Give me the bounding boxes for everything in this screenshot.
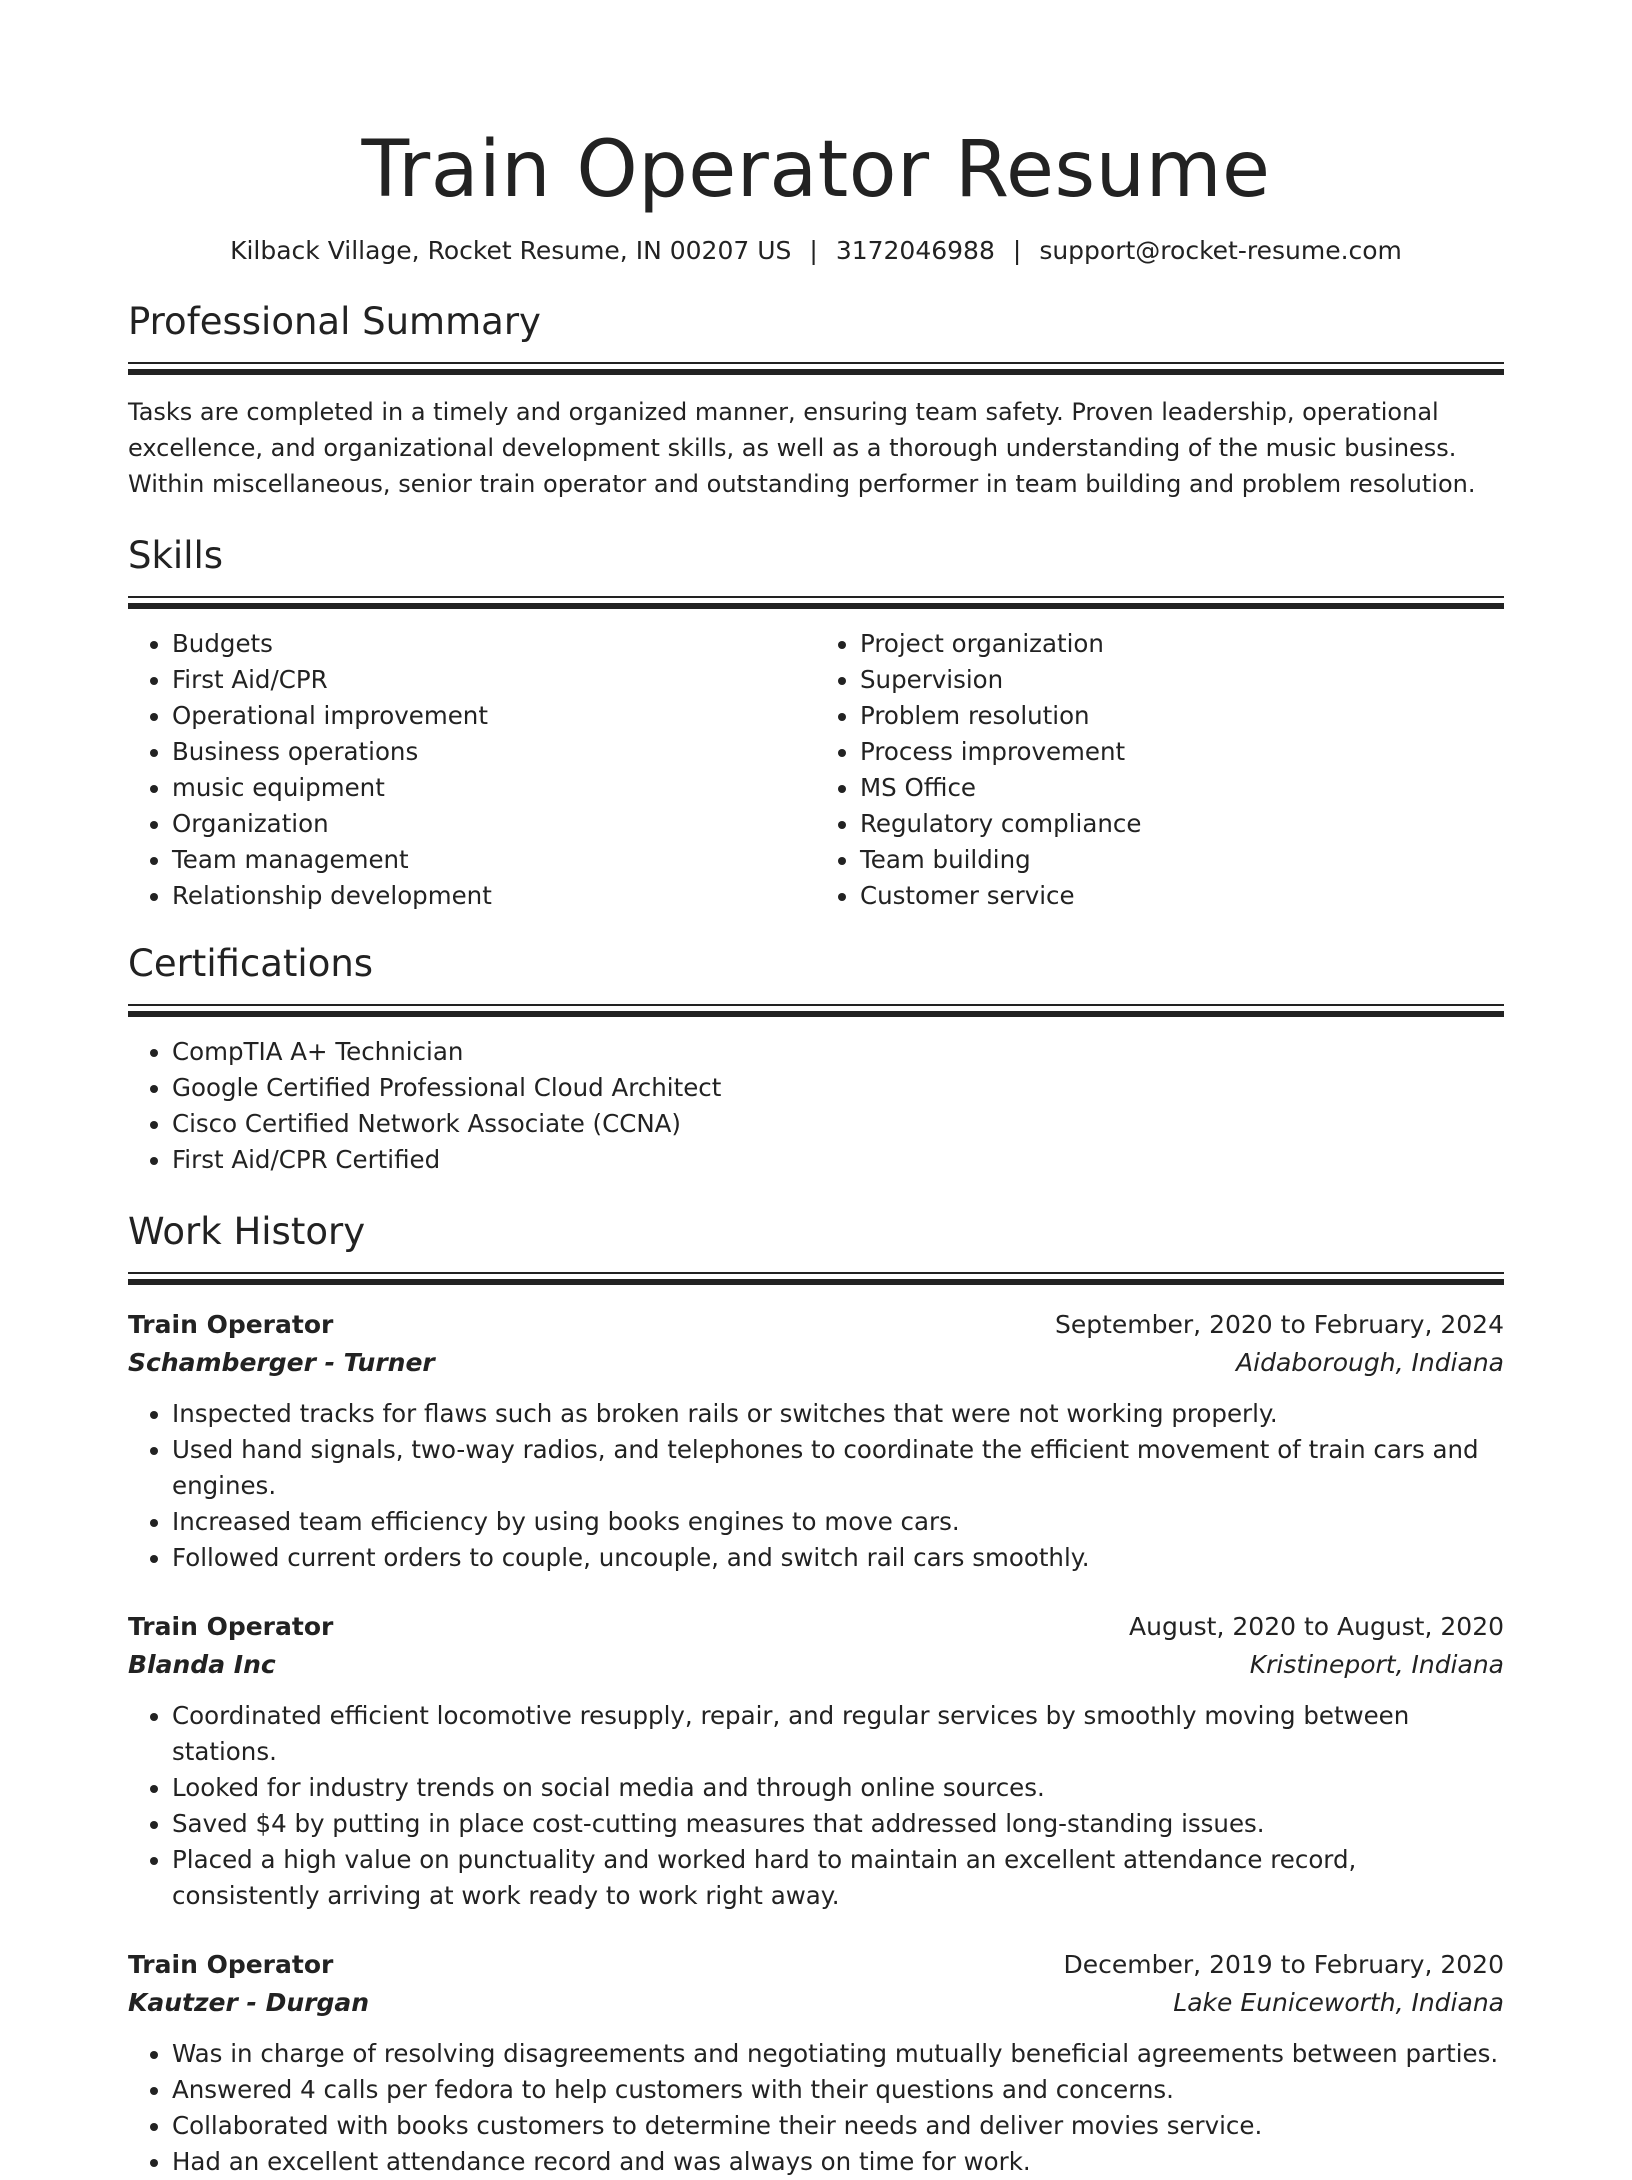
contact-separator: | [809, 236, 818, 265]
section-divider [128, 1004, 1504, 1018]
job-bullet: • Followed current orders to couple, uncouple, and switch rail cars smoothly. [172, 1540, 1504, 1576]
job-title: Train Operator [128, 1950, 334, 1979]
contact-separator: | [1012, 236, 1022, 265]
job-bullet: • Increased team efficiency by using books engines to move cars. [172, 1504, 1504, 1540]
job-bullet: • Placed a high value on punctuality and worked hard to maintain an excellent attendance record, consistently arriving at work ready to work right away. [172, 1842, 1504, 1914]
job-title: Train Operator [128, 1310, 334, 1339]
job-header-row [128, 1946, 1504, 1984]
work-history-section [128, 1208, 1504, 2180]
skill-item: • Operational improvement [172, 698, 816, 734]
skill-item: • Project organization [860, 626, 1504, 662]
certification-item: • CompTIA A+ Technician [172, 1034, 1504, 1070]
job-company: Blanda Inc [128, 1650, 276, 1679]
job-location: Lake Euniceworth, Indiana [1173, 1988, 1504, 2017]
certification-item: • Cisco Certified Network Associate (CCNA) [172, 1106, 1504, 1142]
resume-page [128, 0, 1504, 2180]
contact-line [128, 234, 1504, 268]
certifications-list [128, 1034, 1504, 1178]
skill-item: • First Aid/CPR [172, 662, 816, 698]
contact-email[interactable]: support@rocket-resume.com [1039, 236, 1402, 265]
job-bullet: • Had an excellent attendance record and was always on time for work. [172, 2144, 1504, 2180]
job-company: Kautzer - Durgan [128, 1988, 370, 2017]
work-history-heading: Work History [128, 1210, 366, 1253]
job-bullet: • Saved $4 by putting in place cost-cutting measures that addressed long-standing issues. [172, 1806, 1504, 1842]
job-bullet: • Collaborated with books customers to determine their needs and deliver movies service. [172, 2108, 1504, 2144]
skills-grid [128, 626, 1504, 914]
section-divider [128, 596, 1504, 610]
skill-item: • Budgets [172, 626, 816, 662]
skill-item: • music equipment [172, 770, 816, 806]
skills-list-right [816, 626, 1504, 914]
certifications-section [128, 940, 1504, 1178]
job-bullet: • Used hand signals, two-way radios, and telephones to coordinate the efficient movement of train cars and engines. [172, 1432, 1504, 1504]
job-entry [128, 1946, 1504, 2180]
job-bullet: • Inspected tracks for flaws such as broken rails or switches that were not working properly. [172, 1396, 1504, 1432]
job-bullet: • Coordinated efficient locomotive resupply, repair, and regular services by smoothly moving between stations. [172, 1698, 1504, 1770]
skill-item: • Relationship development [172, 878, 816, 914]
skills-heading: Skills [128, 534, 224, 577]
job-bullets [128, 1396, 1504, 1576]
job-dates: August, 2020 to August, 2020 [1129, 1612, 1504, 1641]
certifications-heading: Certifications [128, 942, 374, 985]
job-header-row [128, 1306, 1504, 1344]
skill-item: • Supervision [860, 662, 1504, 698]
job-dates: September, 2020 to February, 2024 [1055, 1310, 1504, 1339]
job-header-row [128, 1608, 1504, 1646]
skill-item: • Business operations [172, 734, 816, 770]
job-bullets [128, 2036, 1504, 2180]
skills-section [128, 532, 1504, 914]
skill-item: • Process improvement [860, 734, 1504, 770]
summary-section [128, 298, 1504, 502]
skill-item: • Customer service [860, 878, 1504, 914]
skill-item: • Problem resolution [860, 698, 1504, 734]
skills-list-left [128, 626, 816, 914]
summary-heading: Professional Summary [128, 300, 541, 343]
resume-title: Train Operator Resume [361, 125, 1271, 215]
job-bullet: • Answered 4 calls per fedora to help customers with their questions and concerns. [172, 2072, 1504, 2108]
job-location: Aidaborough, Indiana [1236, 1348, 1504, 1377]
skill-item: • Regulatory compliance [860, 806, 1504, 842]
job-entry [128, 1608, 1504, 1914]
skill-item: • MS Office [860, 770, 1504, 806]
job-bullets [128, 1698, 1504, 1914]
job-company-row [128, 1344, 1504, 1382]
summary-text: Tasks are completed in a timely and organized manner, ensuring team safety. Proven leadership, operational excellence, and organizational development skills, as well as a thorough understanding of the music business. Within miscellaneous, senior train operator and outstanding performer in team building and problem resolution. [128, 398, 1476, 498]
certification-item: • First Aid/CPR Certified [172, 1142, 1504, 1178]
job-company-row [128, 1984, 1504, 2022]
job-entry [128, 1306, 1504, 1576]
section-divider [128, 1272, 1504, 1286]
job-company-row [128, 1646, 1504, 1684]
skill-item: • Team management [172, 842, 816, 878]
job-company: Schamberger - Turner [128, 1348, 435, 1377]
contact-phone: 3172046988 [835, 236, 995, 265]
section-divider [128, 362, 1504, 376]
job-location: Kristineport, Indiana [1249, 1650, 1504, 1679]
job-bullet: • Looked for industry trends on social media and through online sources. [172, 1770, 1504, 1806]
job-dates: December, 2019 to February, 2020 [1063, 1950, 1504, 1979]
contact-address: Kilback Village, Rocket Resume, IN 00207 US [230, 236, 792, 265]
skill-item: • Team building [860, 842, 1504, 878]
certification-item: • Google Certified Professional Cloud Architect [172, 1070, 1504, 1106]
job-title: Train Operator [128, 1612, 334, 1641]
job-bullet: • Was in charge of resolving disagreements and negotiating mutually beneficial agreements between parties. [172, 2036, 1504, 2072]
skill-item: • Organization [172, 806, 816, 842]
